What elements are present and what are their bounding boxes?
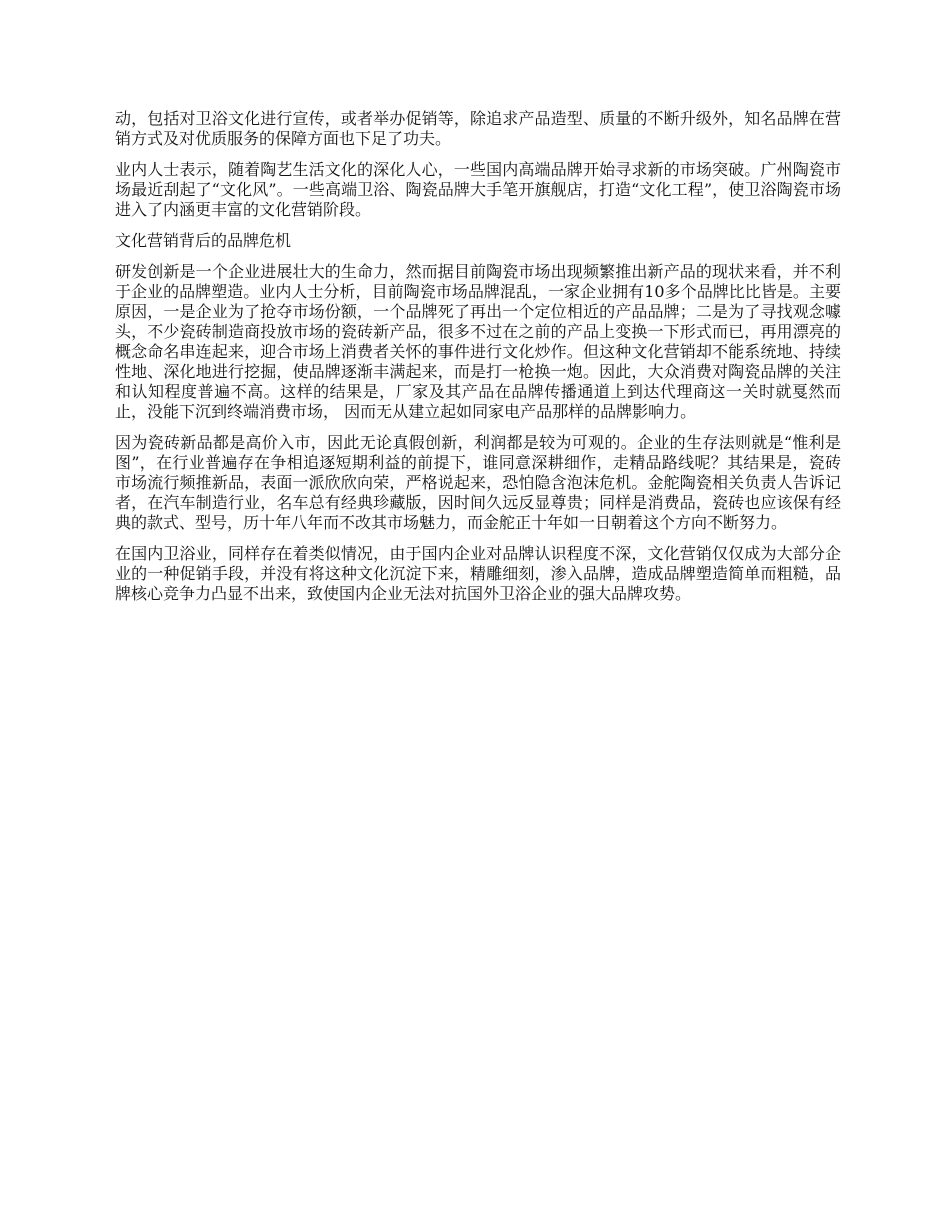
section-heading: 文化营销背后的品牌危机 bbox=[115, 231, 292, 250]
paragraph-1: 动，包括对卫浴文化进行宣传，或者举办促销等，除追求产品造型、质量的不断升级外，知名品牌在营销方式及对优质服务的保障方面也下足了功夫。 bbox=[115, 109, 841, 148]
paragraph-2: 业内人士表示，随着陶艺生活文化的深化人心，一些国内高端品牌开始寻求新的市场突破。广州陶瓷市场最近刮起了“文化风”。一些高端卫浴、陶瓷品牌大手笔开旗舰店，打造“文化工程”，使卫浴陶瓷市场进入了内涵更丰富的文化营销阶段。 bbox=[115, 160, 841, 219]
paragraph-4: 因为瓷砖新品都是高价入市，因此无论真假创新，利润都是较为可观的。企业的生存法则就是“惟利是图”，在行业普遍存在争相追逐短期利益的前提下，谁同意深耕细作，走精品路线呢？其结果是，瓷砖市场流行频推新品，表面一派欣欣向荣，严格说起来，恐怕隐含泡沫危机。金舵陶瓷相关负责人告诉记者，在汽车制造行业，名车总有经典珍藏版，因时间久远反显尊贵；同样是消费品，瓷砖也应该保有经典的款式、型号，历十年八年而不改其市场魅力，而金舵正十年如一日朝着这个方向不断努力。 bbox=[115, 433, 841, 532]
paragraph-5: 在国内卫浴业，同样存在着类似情况，由于国内企业对品牌认识程度不深，文化营销仅仅成为大部分企业的一种促销手段，并没有将这种文化沉淀下来，精雕细刻，渗入品牌，造成品牌塑造简单而粗糙，品牌核心竞争力凸显不出来，致使国内企业无法对抗国外卫浴企业的强大品牌攻势。 bbox=[115, 544, 841, 603]
document-body bbox=[115, 109, 841, 615]
paragraph-3: 研发创新是一个企业进展壮大的生命力，然而据目前陶瓷市场出现频繁推出新产品的现状来看，并不利于企业的品牌塑造。业内人士分析，目前陶瓷市场品牌混乱，一家企业拥有10多个品牌比比皆是。主要原因，一是企业为了抢夺市场份额，一个品牌死了再出一个定位相近的产品品牌；二是为了寻找观念噱头，不少瓷砖制造商投放市场的瓷砖新产品，很多不过在之前的产品上变换一下形式而已，再用漂亮的概念命名串连起来，迎合市场上消费者关怀的事件进行文化炒作。但这种文化营销却不能系统地、持续性地、深化地进行挖掘，使品牌逐渐丰满起来，而是打一枪换一炮。因此，大众消费对陶瓷品牌的关注和认知程度普遍不高。这样的结果是，厂家及其产品在品牌传播通道上到达代理商这一关时就戛然而止，没能下沉到终端消费市场， 因而无从建立起如同家电产品那样的品牌影响力。 bbox=[115, 262, 841, 421]
